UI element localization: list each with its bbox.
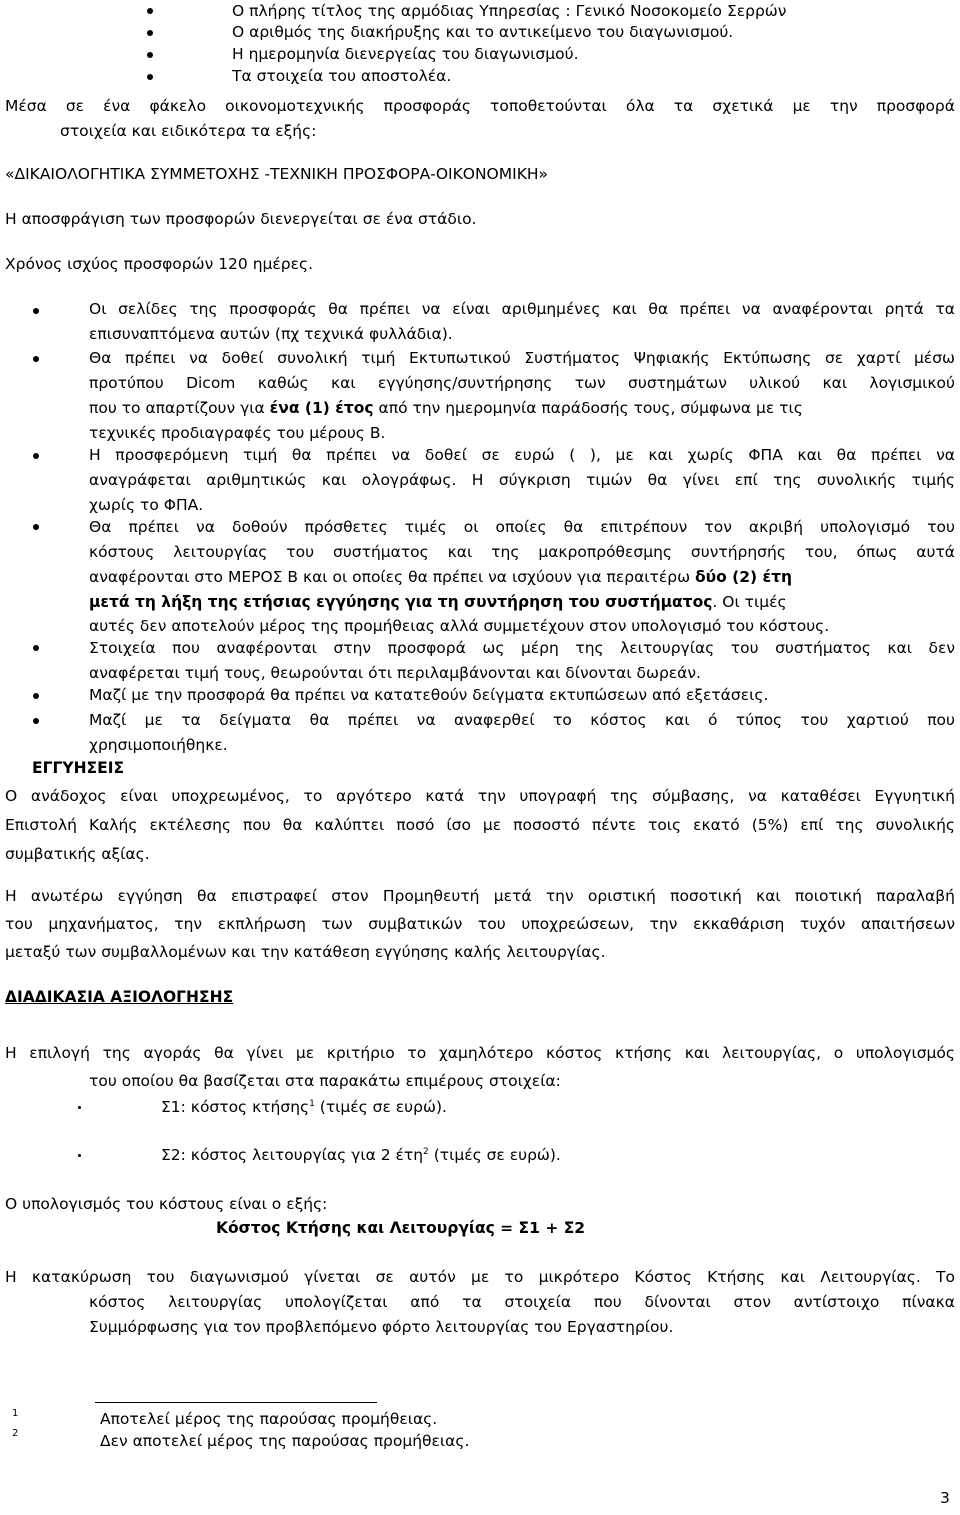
req-4-line-3: [89, 565, 955, 590]
bullet-dot: [33, 356, 39, 362]
bullet-dot: [147, 8, 153, 14]
guarantees-p1-line-3: συμβατικής αξίας.: [5, 845, 150, 863]
bullet-dot: [33, 453, 39, 459]
guarantees-p1-line-2: Επιστολή Καλής εκτέλεσης που θα καλύπτει ποσό ίσο με ποσοστό πέντε τοις εκατό (5%) επί της συνολικής: [5, 816, 955, 834]
bullet-dot: [33, 645, 39, 651]
envelope-paragraph-line-1: Μέσα σε ένα φάκελο οικονομοτεχνικής προσφοράς τοποθετούνται όλα τα σχετικά με την προσφορά: [5, 97, 955, 115]
req-1-line-2: επισυναπτόμενα αυτών (πχ τεχνικά φυλλάδια).: [89, 325, 453, 343]
guarantees-p1-line-1: Ο ανάδοχος είναι υποχρεωμένος, το αργότερο κατά την υπογραφή της σύμβασης, να καταθέσει Εγγυητική: [5, 787, 955, 805]
bullet-dot: [33, 524, 39, 530]
evaluation-heading: ΔΙΑΔΙΚΑΣΙΑ ΑΞΙΟΛΟΓΗΣΗΣ: [5, 988, 234, 1006]
evaluation-p2-line-1: Η κατακύρωση του διαγωνισμού γίνεται σε αυτόν με το μικρότερο Κόστος Κτήσης και Λειτουργίας. Το: [5, 1268, 955, 1286]
req-2-line-3-start: που το απαρτίζουν για: [89, 399, 270, 417]
criterion-s2-label: Σ2: κόστος λειτουργίας για 2 έτη: [161, 1146, 424, 1164]
criterion-s1: [161, 1094, 447, 1121]
req-7-line-1: Μαζί με τα δείγματα θα πρέπει να αναφερθεί το κόστος και ό τύπος του χαρτιού που: [89, 711, 955, 729]
footnote-ref-1: 1: [309, 1099, 315, 1109]
footnote-text-1: Αποτελεί μέρος της παρούσας προμήθειας.: [100, 1410, 438, 1428]
guarantees-p2-line-1: Η ανωτέρω εγγύηση θα επιστραφεί στον Προμηθευτή μετά την οριστική ποσοτική και ποιοτική παραλαβή: [5, 887, 955, 905]
unsealing-text: Η αποσφράγιση των προσφορών διενεργείται σε ένα στάδιο.: [5, 210, 477, 228]
top-bullet-1: Ο πλήρης τίτλος της αρμόδιας Υπηρεσίας : Γενικό Νοσοκομείο Σερρών: [232, 2, 787, 20]
top-bullet-2: Ο αριθμός της διακήρυξης και το αντικείμενο του διαγωνισμού.: [232, 23, 734, 41]
envelope-title: «ΔΙΚΑΙΟΛΟΓΗΤΙΚΑ ΣΥΜΜΕΤΟΧΗΣ -ΤΕΧΝΙΚΗ ΠΡΟΣΦΟΡΑ-ΟΙΚΟΝΟΜΙΚΗ»: [5, 165, 548, 183]
req-4-line-3-start: αναφέρονται στο ΜΕΡΟΣ Β και οι οποίες θα πρέπει να ισχύουν για περαιτέρω: [89, 568, 695, 586]
bullet-dot: [147, 30, 153, 36]
evaluation-p2-line-3: Συμμόρφωσης για τον προβλεπόμενο φόρτο λειτουργίας του Εργαστηρίου.: [89, 1318, 674, 1336]
bullet-dot: [33, 718, 39, 724]
req-2-line-1: Θα πρέπει να δοθεί συνολική τιμή Εκτυπωτικού Συστήματος Ψηφιακής Εκτύπωσης σε χαρτί μέσω: [89, 349, 955, 367]
criterion-s2: [161, 1142, 561, 1169]
req-2-line-4: τεχνικές προδιαγραφές του μέρους Β.: [89, 424, 386, 442]
top-bullet-4: Τα στοιχεία του αποστολέα.: [232, 67, 452, 85]
req-7-line-2: χρησιμοποιήθηκε.: [89, 736, 228, 754]
bullet-dot: [78, 1154, 81, 1157]
criterion-s1-tail: (τιμές σε ευρώ).: [314, 1098, 447, 1116]
page-number: 3: [940, 1489, 950, 1507]
guarantees-p2-line-2: του μηχανήματος, την εκπλήρωση των συμβατικών του υποχρεώσεων, την εκκαθάριση τυχόν απαιτήσεων: [5, 915, 955, 933]
bullet-dot: [78, 1106, 81, 1109]
guarantees-p2-line-3: μεταξύ των συμβαλλομένων και την κατάθεση εγγύησης καλής λειτουργίας.: [5, 943, 606, 961]
req-2-line-2: προτύπου Dicom καθώς και εγγύησης/συντήρησης των συστημάτων υλικού και λογισμικού: [89, 374, 955, 392]
req-1-line-1: Οι σελίδες της προσφοράς θα πρέπει να είναι αριθμημένες και θα πρέπει να αναφέρονται ρητά τα: [89, 300, 955, 318]
bullet-dot: [147, 74, 153, 80]
req-4-line-4-bold: μετά τη λήξη της ετήσιας εγγύησης για τη συντήρηση του συστήματος: [89, 593, 713, 611]
criterion-s2-tail: (τιμές σε ευρώ).: [428, 1146, 561, 1164]
cost-formula: Κόστος Κτήσης και Λειτουργίας = Σ1 + Σ2: [216, 1219, 586, 1237]
req-4-line-3-bold: δύο (2) έτη: [695, 568, 793, 586]
bullet-dot: [33, 693, 39, 699]
req-3-line-1: Η προσφερόμενη τιμή θα πρέπει να δοθεί σε ευρώ ( ), με και χωρίς ΦΠΑ και θα πρέπει να: [89, 446, 955, 464]
evaluation-p1-line-1: Η επιλογή της αγοράς θα γίνει με κριτήριο το χαμηλότερο κόστος κτήσης και λειτουργίας, ο υπολογισμός: [5, 1044, 955, 1062]
req-3-line-3: χωρίς το ΦΠΑ.: [89, 496, 204, 514]
calculation-intro: Ο υπολογισμός του κόστους είναι ο εξής:: [5, 1195, 328, 1213]
req-2-line-3: [89, 396, 955, 421]
footnote-number-1: 1: [12, 1408, 19, 1419]
req-2-line-3-end: από την ημερομηνία παράδοσής τους, σύμφωνα με τις: [373, 399, 803, 417]
req-6-line-1: Μαζί με την προσφορά θα πρέπει να κατατεθούν δείγματα εκτυπώσεων από εξετάσεις.: [89, 686, 769, 704]
footnote-separator: [95, 1402, 377, 1403]
evaluation-p1-line-2: του οποίου θα βασίζεται στα παρακάτω επιμέρους στοιχεία:: [89, 1072, 561, 1090]
req-4-line-1: Θα πρέπει να δοθούν πρόσθετες τιμές οι οποίες θα επιτρέπουν τον ακριβή υπολογισμό του: [89, 518, 955, 536]
criterion-s1-label: Σ1: κόστος κτήσης: [161, 1098, 310, 1116]
req-4-line-5: αυτές δεν αποτελούν μέρος της προμήθειας αλλά συμμετέχουν στον υπολογισμό του κόστους.: [89, 617, 830, 635]
validity-text: Χρόνος ισχύος προσφορών 120 ημέρες.: [5, 255, 314, 273]
footnote-number-2: 2: [12, 1428, 19, 1439]
req-4-line-4: [89, 590, 955, 615]
footnote-ref-2: 2: [423, 1147, 429, 1157]
req-2-line-3-bold: ένα (1) έτος: [269, 399, 374, 417]
top-bullet-3: Η ημερομηνία διενεργείας του διαγωνισμού.: [232, 45, 579, 63]
req-3-line-2: αναγράφεται αριθμητικώς και ολογράφως. Η σύγκριση τιμών θα γίνει επί της συνολικής τιμής: [89, 471, 955, 489]
footnote-text-2: Δεν αποτελεί μέρος της παρούσας προμήθειας.: [100, 1432, 470, 1450]
evaluation-p2-line-2: κόστος λειτουργίας υπολογίζεται από τα στοιχεία που δίνονται στον αντίστοιχο πίνακα: [89, 1293, 955, 1311]
bullet-dot: [33, 308, 39, 314]
req-5-line-2: αναφέρεται τιμή τους, θεωρούνται ότι περιλαμβάνονται και δίνονται δωρεάν.: [89, 664, 701, 682]
req-5-line-1: Στοιχεία που αναφέρονται στην προσφορά ως μέρη της λειτουργίας του συστήματος και δεν: [89, 639, 955, 657]
envelope-paragraph-line-2: στοιχεία και ειδικότερα τα εξής:: [60, 122, 317, 140]
bullet-dot: [147, 52, 153, 58]
guarantees-heading: ΕΓΓΥΗΣΕΙΣ: [32, 759, 125, 777]
req-4-line-2: κόστους λειτουργίας του συστήματος και της μακροπρόθεσμης συντήρησής του, όπως αυτά: [89, 543, 955, 561]
req-4-line-4-end: . Οι τιμές: [712, 593, 787, 611]
